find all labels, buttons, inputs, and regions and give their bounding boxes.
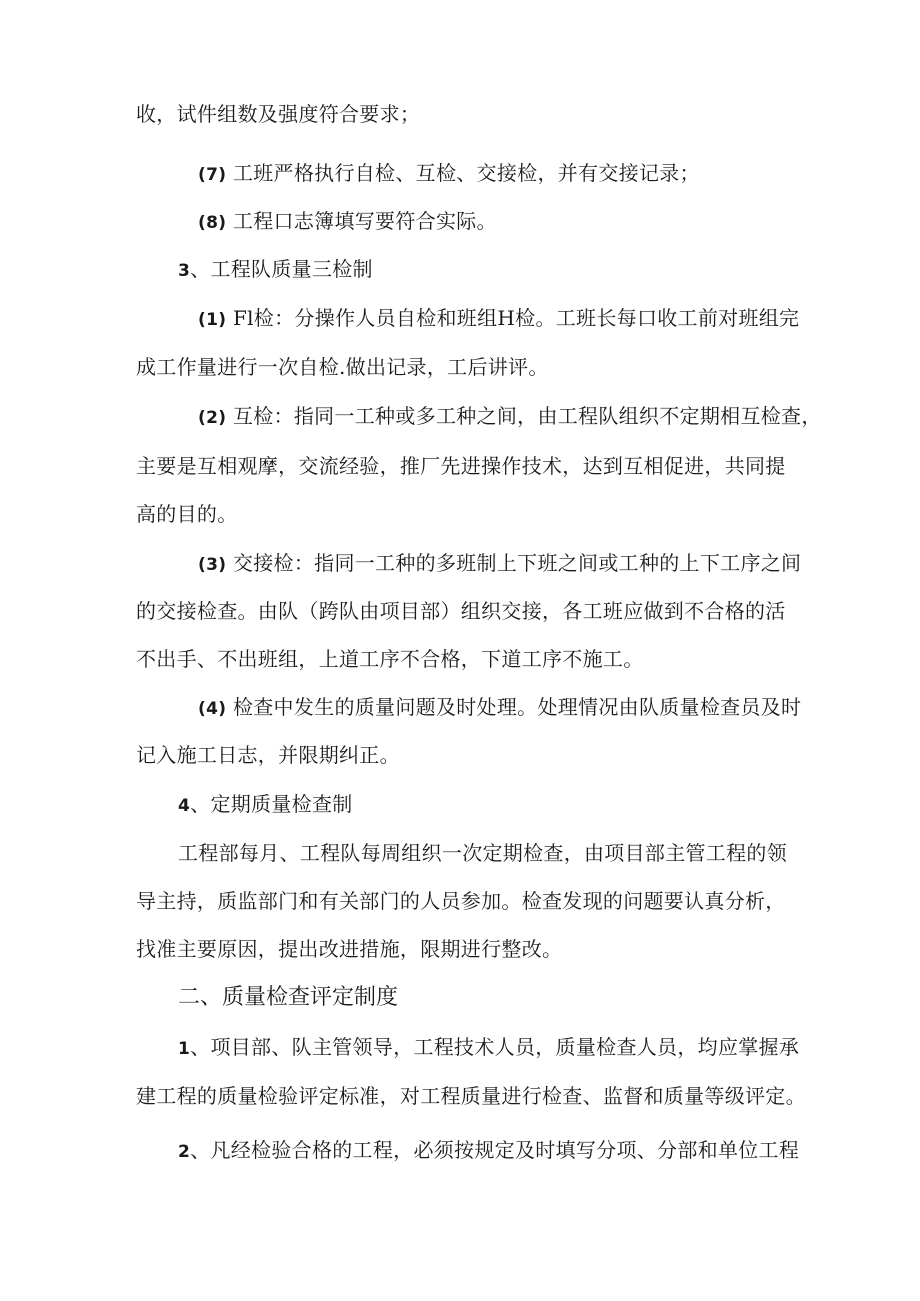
chapter-heading — [178, 983, 398, 1013]
line-text: 找准主要原因，提出改进措施，限期进行整改。 — [136, 937, 563, 961]
text-line-21 — [136, 1082, 806, 1110]
rule-1 — [178, 1033, 799, 1063]
list-item-2 — [198, 402, 822, 432]
item-number: (2) — [198, 408, 227, 428]
text-line-16 — [178, 839, 787, 867]
item-number: (3) — [198, 555, 227, 575]
text-line-12 — [136, 645, 644, 673]
text-line-8 — [136, 452, 786, 480]
list-item-4 — [198, 693, 801, 723]
heading-text: 二、质量检查评定制度 — [178, 985, 399, 1010]
line-text: 、项目部、队主管领导，工程技术人员，质量检查人员，均应掌握承 — [190, 1035, 800, 1059]
section-heading-3 — [178, 255, 373, 285]
line-text: 建工程的质量检验评定标准，对工程质量进行检查、监督和质量等级评定。 — [136, 1084, 806, 1108]
line-text: Fl检：分操作人员自检和班组H检。工班长每口收工前对班组完 — [226, 306, 800, 330]
section-number: 4 — [178, 796, 191, 816]
line-text: 工程部每月、工程队每周组织一次定期检查，由项目部主管工程的领 — [178, 841, 787, 865]
line-text: 检查中发生的质量问题及时处理。处理情况由队质量检查员及时 — [226, 695, 802, 719]
item-number: (7) — [198, 165, 227, 185]
text-line-9 — [136, 500, 238, 528]
line-text: 导主持，质监部门和有关部门的人员参加。检查发现的问题要认真分析， — [136, 889, 786, 913]
section-heading-4 — [178, 790, 353, 820]
list-item-8 — [198, 207, 497, 237]
line-text: 收，试件组数及强度符合要求； — [136, 102, 421, 126]
text-line-14 — [136, 741, 400, 769]
line-text: 记入施工日志，并限期纠正。 — [136, 743, 400, 767]
item-number: (4) — [198, 699, 227, 719]
line-text: 工程口志簿填写要符合实际。 — [226, 209, 497, 233]
line-text: 不出手、不出班组，上道工序不合格，下道工序不施工。 — [136, 647, 644, 671]
section-number: 3 — [178, 261, 191, 281]
line-text: 、工程队质量三检制 — [190, 257, 373, 281]
rule-number: 1 — [178, 1039, 191, 1059]
line-text: 、凡经检验合格的工程，必须按规定及时填写分项、分部和单位工程 — [190, 1138, 800, 1162]
line-text: 主要是互相观摩，交流经验，推厂先进操作技术，达到互相促进，共同提 — [136, 454, 786, 478]
line-text: 成工作量进行一次自检.做出记录，工后讲评。 — [136, 355, 549, 379]
line-text: 的交接检查。由队（跨队由项目部）组织交接，各工班应做到不合格的活 — [136, 599, 786, 623]
list-item-3 — [198, 549, 801, 579]
line-text: 高的目的。 — [136, 502, 238, 526]
text-line-11 — [136, 597, 786, 625]
rule-2 — [178, 1136, 799, 1166]
line-text: 互检：指同一工种或多工种之间，由工程队组织不定期相互检查， — [226, 404, 822, 428]
list-item-1 — [198, 304, 799, 334]
text-line-6 — [136, 353, 549, 381]
item-number: (1) — [198, 310, 227, 330]
line-text: 工班严格执行自检、互检、交接检，并有交接记录； — [226, 161, 700, 185]
text-line-18 — [136, 935, 562, 963]
text-line-1 — [136, 100, 420, 128]
item-number: (8) — [198, 213, 227, 233]
line-text: 、定期质量检查制 — [190, 792, 353, 816]
rule-number: 2 — [178, 1142, 191, 1162]
line-text: 交接检：指同一工种的多班制上下班之间或工种的上下工序之间 — [226, 551, 802, 575]
text-line-17 — [136, 887, 786, 915]
list-item-7 — [198, 159, 700, 189]
